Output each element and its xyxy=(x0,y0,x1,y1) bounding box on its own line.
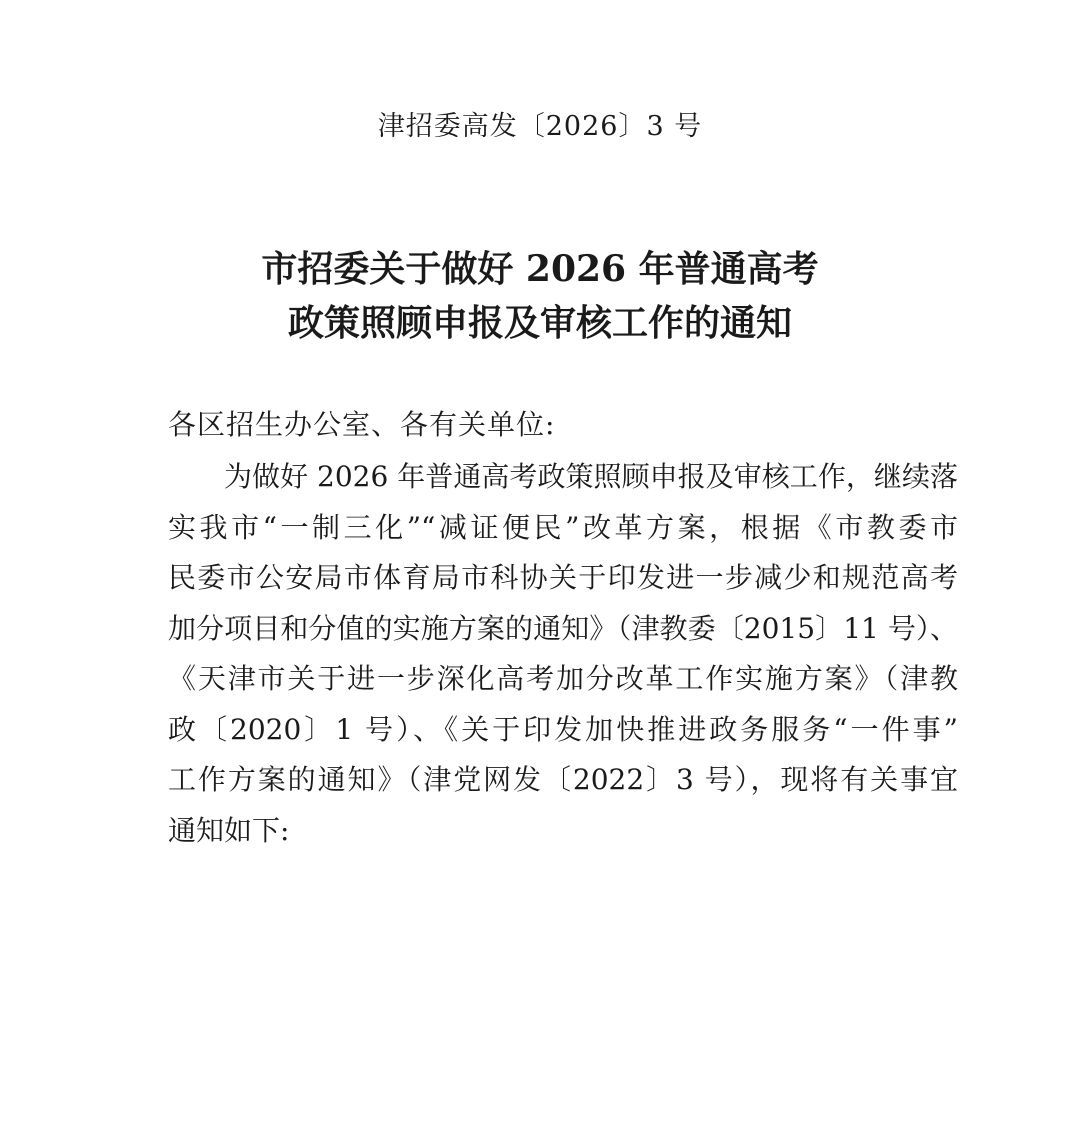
body-line: 加分项目和分值的实施方案的通知》（津教委〔2015〕11 号）、 xyxy=(168,611,958,645)
body-line: 实我市“一制三化”“减证便民”改革方案，根据《市教委市 xyxy=(168,510,958,544)
document-number: 津招委高发〔2026〕3 号 xyxy=(377,111,703,142)
document-title xyxy=(0,242,1080,350)
body-paragraph xyxy=(168,455,958,859)
salutation: 各区招生办公室、各有关单位: xyxy=(168,408,556,441)
title-line-1: 市招委关于做好 2026 年普通高考 xyxy=(261,248,819,290)
title-line-2: 政策照顾申报及审核工作的通知 xyxy=(287,302,792,344)
body-line: 民委市公安局市体育局市科协关于印发进一步减少和规范高考 xyxy=(168,561,958,594)
body-line: 《天津市关于进一步深化高考加分改革工作实施方案》（津教 xyxy=(168,662,958,695)
body-line: 通知如下: xyxy=(168,813,290,847)
body-line: 政〔2020〕1 号）、《关于印发加快推进政务服务“一件事” xyxy=(168,712,958,746)
body-line: 工作方案的通知》（津党网发〔2022〕3 号），现将有关事宜 xyxy=(168,763,958,796)
body-line: 为做好 2026 年普通高考政策照顾申报及审核工作，继续落 xyxy=(224,460,958,493)
